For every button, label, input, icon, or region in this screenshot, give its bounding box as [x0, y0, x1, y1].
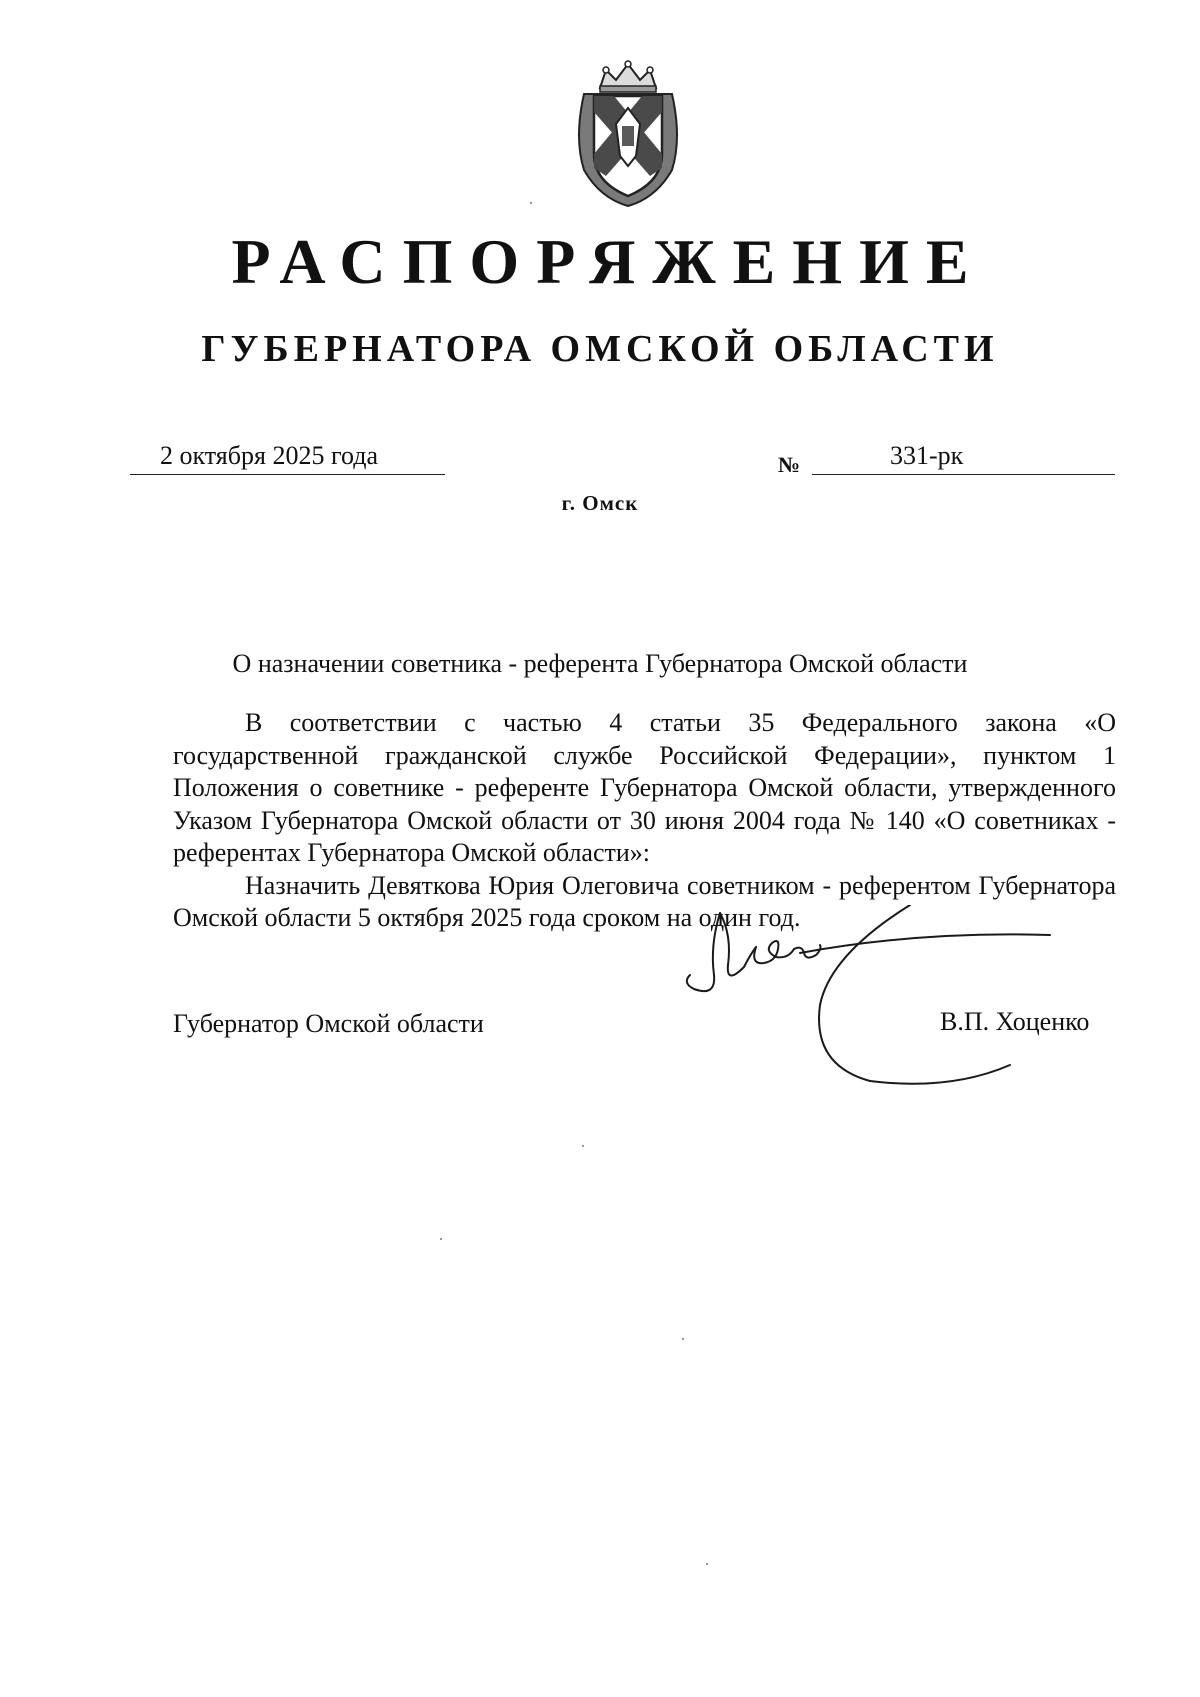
signature-icon	[680, 905, 1100, 1090]
signature-scribble	[680, 905, 1100, 1090]
signatory-name: В.П. Хоценко	[940, 1007, 1090, 1036]
date-field	[130, 440, 445, 475]
document-title: РАСПОРЯЖЕНИЕ	[231, 226, 986, 297]
coat-of-arms-emblem	[570, 58, 686, 208]
scan-speck	[682, 1338, 684, 1340]
document-body	[173, 707, 1116, 935]
document-number: 331-рк	[890, 441, 964, 470]
scan-speck	[440, 1238, 442, 1240]
number-field	[812, 440, 1115, 475]
body-paragraph: Назначить Девяткова Юрия Олеговича советником - референтом Губернатора Омской области 5 октября 2025 года сроком на один год.	[173, 870, 1116, 932]
scan-speck	[706, 1563, 708, 1565]
number-sign: №	[778, 452, 801, 477]
document-city: г. Омск	[561, 491, 639, 515]
document-date: 2 октября 2025 года	[160, 441, 378, 470]
coat-of-arms-icon	[570, 58, 686, 208]
document-subtitle: ГУБЕРНАТОРА ОМСКОЙ ОБЛАСТИ	[201, 328, 999, 370]
scan-speck	[582, 1145, 584, 1147]
document-subject: О назначении советника - референта Губернатора Омской области	[232, 649, 968, 678]
scan-speck	[530, 202, 532, 204]
signatory-position: Губернатор Омской области	[173, 1009, 484, 1038]
body-paragraph: В соответствии с частью 4 статьи 35 Федерального закона «О государственной гражданской службе Российской Федерации», пунктом 1 Положения о советнике - референте Губернатора Омской области, утвержденного Указом Губернатора Омской области от 30 июня 2004 года № 140 «О советниках - референтах Губернатора Омской области»:	[173, 708, 1116, 867]
